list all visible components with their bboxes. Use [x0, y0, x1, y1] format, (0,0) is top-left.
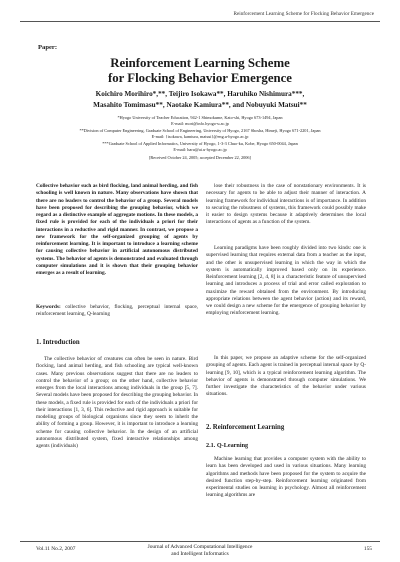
affiliation-3-email: E-mail: haru@ai.u-hyogo.ac.jp [173, 147, 227, 153]
section-1-heading: 1. Introduction [36, 339, 80, 346]
running-head: Reinforcement Learning Scheme for Flocking Behavior Emergence [233, 11, 374, 17]
affiliation-2-email: E-mail: {isokawa, kamiura, matsui}@eng.u-hyogo.ac.jp [151, 134, 249, 140]
q-learning-paragraph: Machine learning that provides a computer system with the ability to learn has been developed and used in various situations. Many learning algorithms and methods have been proposed for the system to acquire the desired function step-by-step. Reinforcement learning originated from experimental studies on learning in psychology. Almost all reinforcement learning algorithms are [206, 456, 366, 499]
section-2-heading: 2. Reinforcement Learning [206, 424, 285, 431]
affiliation-3-address: ***Graduate School of Applied Informatics, University of Hyogo, 1-3-3 Chuo-ku, Kobe, Hyogo 650-0044, Japan [102, 141, 298, 146]
title-line-2: for Flocking Behavior Emergence [108, 70, 292, 85]
keywords [36, 304, 198, 319]
keywords-label: Keywords: [36, 304, 61, 310]
keywords-text: collective behavior, flocking, perceptual internal space, reinforcement learning, Q-learning [36, 304, 199, 318]
page-number: 155 [363, 546, 372, 552]
journal-name-line-1: Journal of Advanced Computational Intelligence [147, 544, 253, 550]
affiliation-2 [0, 128, 400, 140]
paper-title [0, 56, 400, 85]
paper-type-label: Paper: [38, 44, 58, 51]
volume-issue: Vol.11 No.2, 2007 [36, 546, 76, 552]
received-dates: [Received October 24, 2005; accepted December 22, 2006] [148, 155, 251, 160]
subsection-2-1-heading: 2.1. Q-Learning [206, 442, 249, 449]
title-line-1: Reinforcement Learning Scheme [110, 56, 290, 70]
affiliation-1 [0, 115, 400, 127]
introduction-paragraph: The collective behavior of creatures can often be seen in nature. Bird flocking, land animal herding, and fish schooling are typical well-known cases. Many previous observations suggest that there are no leaders to control the behavior of a group; on the other hand, collective behavior emerges from the local interactions among individuals in the group [5, 7]. Several models have been proposed for describing the grouping behavior. In these models, a fixed rule is provided for each of the individuals a priori for their interactions [1, 3, 6]. This reductive and rigid approach is suitable for modeling groups of biological organisms since they seem to inherit the ability of forming a group. However, it is important to introduce a learning scheme for causing collective behavior. In the design of an artificial autonomous distributed system, fixed interactive relationships among agents (individuals) [36, 356, 198, 449]
affiliation-1-address: *Hyogo University of Teacher Education, 942-1 Shimokume, Kato-shi, Hyogo 673-1494, Japan [117, 115, 283, 120]
footer-rule [20, 541, 380, 542]
affiliation-2-address: **Division of Computer Engineering, Graduate School of Engineering, University of Hyogo, 2167 Shosha, Himeji, Hyogo 671-2201, Japan [79, 128, 321, 133]
authors-line-2: Masahito Tomimasu**, Naotake Kamiura**, and Nobuyuki Matsui** [93, 100, 307, 109]
right-column-paragraph-3: In this paper, we propose an adaptive scheme for the self-organized grouping of agents. Each agent is trained in perceptual internal space by Q-learning [9, 10], which is a typical reinforcement learning algorithm. The behavior of agents is demonstrated through computer simulations. We further investigate the characteristics of the behavior under various situations. [206, 355, 366, 398]
author-list [0, 89, 400, 110]
journal-name [0, 544, 400, 558]
header-rule [20, 21, 380, 22]
journal-name-line-2: and Intelligent Informatics [171, 550, 229, 557]
affiliation-1-email: E-mail: mori@info.hyogo-u.ac.jp [171, 121, 229, 127]
right-column-paragraph-2: Learning paradigms have been roughly divided into two kinds: one is supervised learning that requires external data from a teacher as the input, and the other is unsupervised learning in which the way in which the system is automatically improved based only on its experience. Reinforcement learning [2, 4, 8] is a characteristic feature of unsupervised learning and introduces a process of trial and error called exploration to maximize the reward obtained from the environment. By introducing appropriate relations between the agent behavior (action) and its reward, we could design a new scheme for the emergence of grouping behavior by employing reinforcement learning. [206, 245, 366, 317]
right-column-paragraph-1: lose their robustness in the case of nonstationary environments. It is necessary for agents to be able to adjust their manner of interaction. A learning framework for individual interactions is of importance. In addition to securing the robustness of systems, this framework could possibly make it easier to design systems because it adaptively determines the local interactions of agents as a function of the system. [206, 183, 366, 226]
authors-line-1: Koichiro Morihiro*,**, Teijiro Isokawa**, Haruhiko Nishimura***, [95, 90, 305, 98]
affiliation-3 [0, 141, 400, 153]
abstract: Collective behavior such as bird flocking, land animal herding, and fish schooling is well known in nature. Many observations have shown that there are no leaders to control the behavior of a group. Several models have been proposed for describing the grouping behavior, which we regard as a distinctive example of aggregate motions. In these models, a fixed rule is provided for each of the individuals a priori for their interactions in a reductive and rigid manner. In contrast, we propose a new framework for the self-organized grouping of agents by reinforcement learning. It is important to introduce a learning scheme for causing collective behavior in artificial autonomous distributed systems. The behavior of agents is demonstrated and evaluated through computer simulations and it is shown that their grouping behavior emerges as a result of learning. [36, 183, 198, 276]
